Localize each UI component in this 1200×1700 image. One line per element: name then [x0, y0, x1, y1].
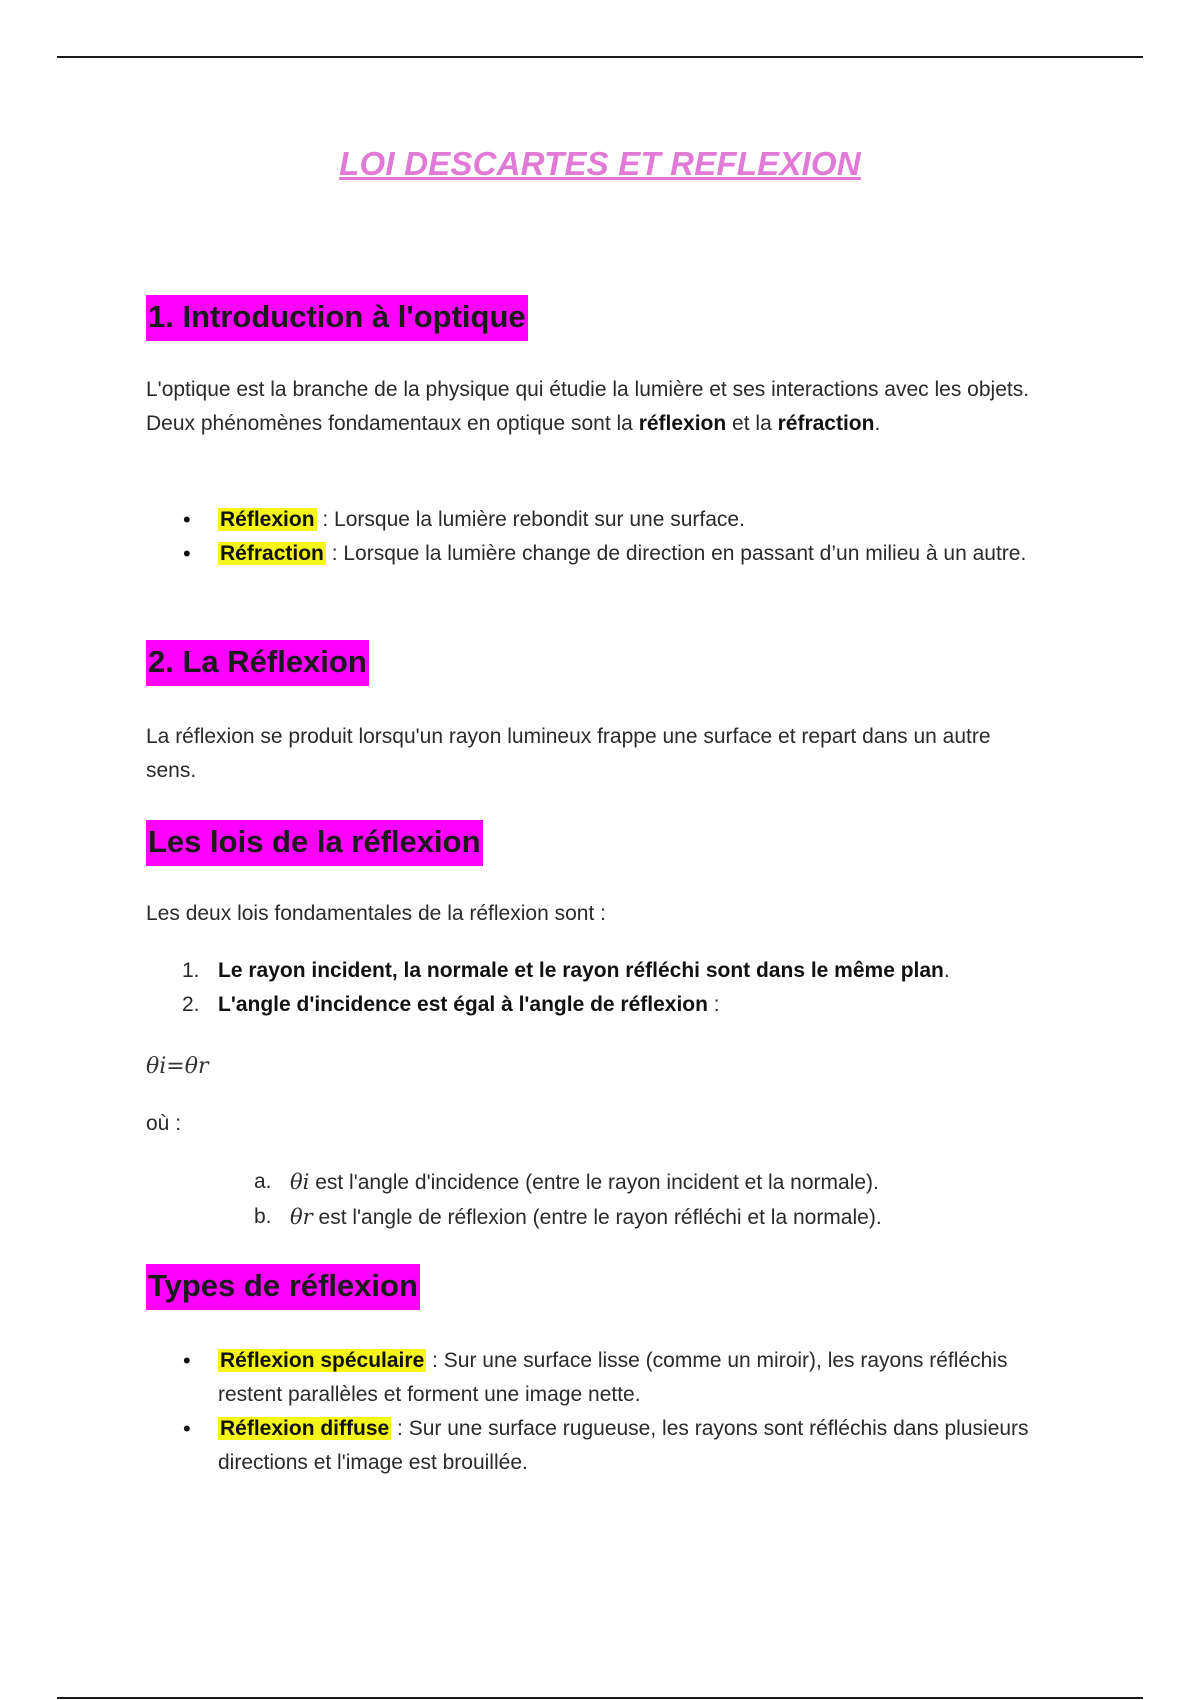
- list-number: 1.: [182, 959, 200, 982]
- list-number: 2.: [182, 993, 200, 1016]
- highlight-term: Réflexion spéculaire: [220, 1349, 425, 1372]
- bottom-rule: [57, 1697, 1143, 1699]
- ou-label: où :: [146, 1112, 182, 1135]
- definition-text: est l'angle de réflexion (entre le rayon réfléchi et la normale).: [312, 1206, 882, 1229]
- theta-r-symbol: θr: [290, 1205, 313, 1229]
- law-tail: :: [707, 993, 720, 1016]
- heading-reflexion: 2. La Réflexion: [146, 640, 369, 686]
- bullet-text: : Lorsque la lumière change de direction en passant d’un milieu à un autre.: [325, 542, 1027, 565]
- list-item: [182, 988, 1058, 1022]
- document-title: LOI DESCARTES ET REFLEXION: [339, 145, 861, 182]
- list-item: [254, 1165, 1050, 1200]
- definition-text: est l'angle d'incidence (entre le rayon incident et la normale).: [309, 1171, 879, 1194]
- intro-paragraph: [146, 373, 1046, 441]
- definitions-list: [254, 1165, 1050, 1235]
- bullet-text: : Sur une surface rugueuse, les rayons sont réfléchis dans plusieurs directions et l'image est brouillée.: [218, 1417, 1029, 1474]
- law-tail: .: [943, 959, 950, 982]
- list-letter: a.: [254, 1170, 272, 1193]
- intro-bullet-list: [218, 503, 1058, 571]
- law-text: Le rayon incident, la normale et le rayon réfléchi sont dans le même plan: [218, 959, 944, 982]
- intro-text-end: .: [874, 412, 881, 435]
- highlight-term: Réflexion diffuse: [220, 1417, 390, 1440]
- term-refraction-bold: réfraction: [777, 412, 875, 435]
- highlight-term: Réfraction: [220, 542, 324, 565]
- law-text: L'angle d'incidence est égal à l'angle de réflexion: [218, 993, 708, 1016]
- intro-text-a: L'optique est la branche de la physique qui étudie la lumière et ses interactions avec les objets. Deux phénomènes fondamentaux en optique sont la: [146, 378, 1030, 435]
- highlight-term: Réflexion: [220, 508, 315, 531]
- heading-types: Types de réflexion: [146, 1264, 420, 1310]
- list-item: [218, 1344, 1058, 1412]
- heading-lois: Les lois de la réflexion: [146, 820, 483, 866]
- reflexion-paragraph: La réflexion se produit lorsqu'un rayon lumineux frappe une surface et repart dans un autre sens.: [146, 725, 991, 782]
- theta-i-symbol: θi: [290, 1170, 310, 1194]
- lois-numbered-list: [182, 954, 1058, 1022]
- term-reflexion-bold: réflexion: [638, 412, 727, 435]
- lois-intro: Les deux lois fondamentales de la réflexion sont :: [146, 902, 606, 925]
- intro-text-mid: et la: [726, 412, 778, 435]
- types-bullet-list: [218, 1344, 1058, 1480]
- list-item: [182, 954, 1058, 988]
- bullet-text: : Sur une surface lisse (comme un miroir), les rayons réfléchis restent parallèles et forment une image nette.: [218, 1349, 1008, 1406]
- list-item: [218, 1412, 1058, 1480]
- top-rule: [57, 56, 1143, 58]
- list-item: [254, 1200, 1050, 1235]
- list-item: [218, 537, 1058, 571]
- heading-introduction: 1. Introduction à l'optique: [146, 295, 528, 341]
- bullet-text: : Lorsque la lumière rebondit sur une surface.: [316, 508, 745, 531]
- list-item: [218, 503, 1058, 537]
- list-letter: b.: [254, 1205, 272, 1228]
- equation: θi=θr: [146, 1054, 209, 1079]
